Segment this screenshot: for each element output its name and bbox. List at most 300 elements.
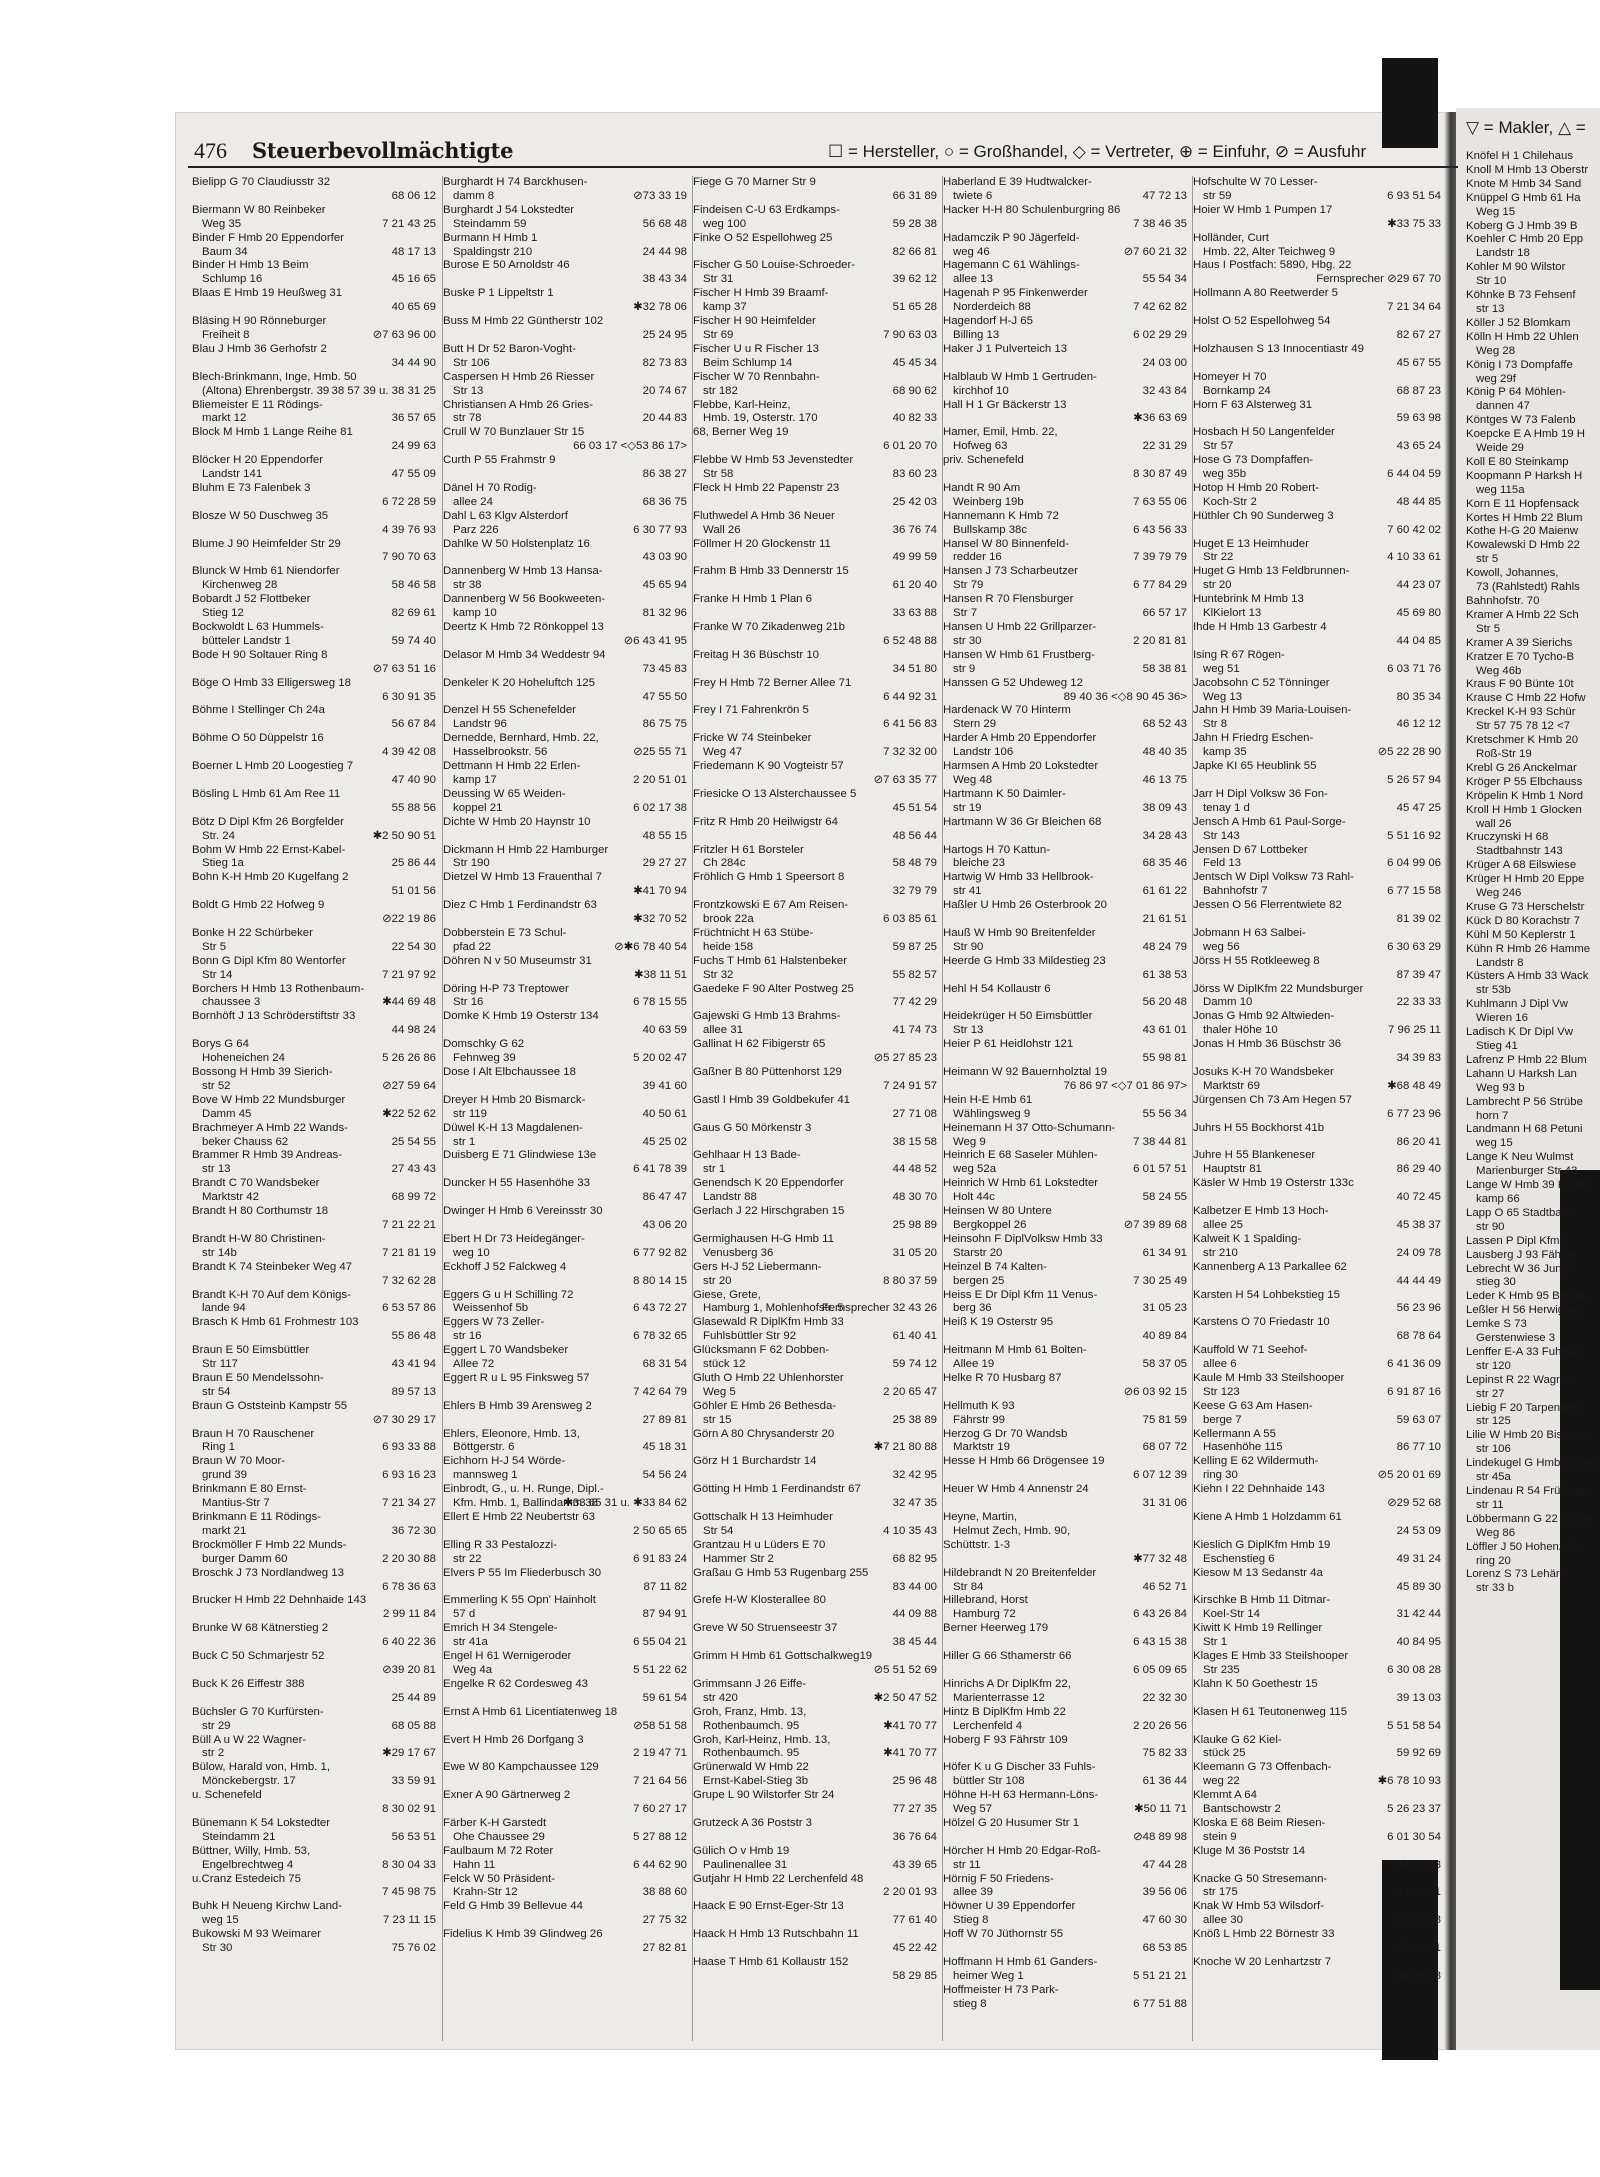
address-continuation: Hofweg 63 — [953, 440, 1008, 453]
directory-entry — [1466, 595, 1596, 609]
directory-entry — [1466, 220, 1596, 234]
entry-line — [443, 802, 691, 816]
directory-entry — [1466, 651, 1596, 679]
directory-entry — [1193, 1289, 1445, 1317]
entry-line — [943, 913, 1191, 927]
phone-number: 38 57 39 u. 38 31 25 — [331, 384, 436, 397]
directory-entry — [1193, 677, 1445, 705]
directory-entry — [693, 1678, 941, 1706]
address-continuation: Hmb. 22, Alter Teichweg 9 — [1203, 245, 1336, 258]
entry-name: Färber K-H Garstedt — [443, 1816, 547, 1829]
entry-name: Jahn H Hmb 39 Maria-Louisen- — [1193, 704, 1352, 717]
phone-number: 33 63 88 — [892, 607, 937, 620]
address-continuation: stein 9 — [1203, 1830, 1237, 1843]
entry-name: Flebbe, Karl-Heinz, — [693, 398, 791, 411]
entry-line — [443, 913, 691, 927]
entry-line — [1193, 691, 1445, 705]
entry-line — [943, 746, 1191, 760]
address-continuation: Landstr 96 — [453, 718, 507, 731]
entry-name: Brandt K 74 Steinbeker Weg 47 — [192, 1260, 352, 1273]
entry-line — [1466, 1137, 1596, 1151]
address-continuation: Weg 35 — [202, 217, 242, 230]
phone-number: 7 21 97 92 — [382, 968, 436, 981]
address-continuation: weg 51 — [1203, 662, 1240, 675]
phone-number: 80 35 34 — [1396, 690, 1441, 703]
page-number: 476 — [194, 138, 227, 163]
directory-entry — [192, 287, 440, 315]
entry-line — [693, 1914, 941, 1928]
entry-line — [943, 190, 1191, 204]
address-continuation: Stieg 12 — [202, 607, 244, 620]
directory-entry — [693, 1928, 941, 1956]
entry-name: Broschk J 73 Nordlandweg 13 — [192, 1566, 344, 1579]
address-continuation: Ring 1 — [202, 1441, 235, 1454]
entry-line — [1193, 1553, 1445, 1567]
directory-entry — [192, 176, 440, 204]
entry-name: Dobberstein E 73 Schul- — [443, 926, 567, 939]
address-continuation: 57 d — [453, 1608, 476, 1621]
address-continuation: Marktstr 19 — [953, 1441, 1010, 1454]
column-2 — [442, 176, 691, 2041]
entry-name: Kreckel K-H 93 Schür — [1466, 706, 1576, 719]
entry-line — [1193, 1747, 1445, 1761]
entry-name: Knoll M Hmb 13 Oberstr — [1466, 163, 1589, 176]
entry-name: Binder F Hmb 20 Eppendorfer — [192, 231, 344, 244]
phone-number: 40 63 59 — [642, 1024, 687, 1037]
entry-line — [192, 746, 440, 760]
entry-name: Görn A 80 Chrysanderstr 20 — [693, 1427, 835, 1440]
phone-number: 31 05 20 — [892, 1246, 937, 1259]
phone-number: 47 55 09 — [391, 468, 436, 481]
entry-name: Exner A 90 Gärtnerweg 2 — [443, 1789, 571, 1802]
entry-name: Föllmer H 20 Glockenstr 11 — [693, 537, 831, 550]
phone-number: 68 35 46 — [1142, 857, 1187, 870]
entry-name: Hacker H-H 80 Schulenburgring 86 — [943, 203, 1121, 216]
directory-entry — [1193, 899, 1445, 927]
phone-number: 6 91 87 16 — [1387, 1385, 1441, 1398]
entry-line — [693, 691, 941, 705]
entry-line — [943, 830, 1191, 844]
entry-line — [192, 1803, 440, 1817]
address-continuation: Hmb. 19, Osterstr. 170 — [703, 412, 818, 425]
entry-name: Koepcke E A Hmb 19 H — [1466, 428, 1586, 441]
directory-entry — [1466, 470, 1596, 498]
phone-number: 27 75 32 — [642, 1914, 687, 1927]
address-continuation: str 2 — [202, 1747, 225, 1760]
phone-number: 45 69 80 — [1396, 607, 1441, 620]
directory-entry — [943, 1567, 1191, 1595]
entry-name: Burose E 50 Arnoldstr 46 — [443, 259, 570, 272]
directory-entry — [693, 1094, 941, 1122]
entry-name: Glücksmann F 62 Dobben- — [693, 1344, 830, 1357]
directory-entry — [1466, 873, 1596, 901]
phone-number: ⊘73 33 19 — [633, 189, 687, 202]
phone-number: 59 74 40 — [391, 634, 436, 647]
address-continuation: Weg 93 b — [1476, 1081, 1525, 1094]
address-continuation: str 30 — [953, 634, 982, 647]
phone-number: 58 29 85 — [892, 1969, 937, 1982]
entry-line — [192, 496, 440, 510]
entry-line — [1193, 1358, 1445, 1372]
entry-line — [192, 190, 440, 204]
phone-number: 81 32 96 — [642, 607, 687, 620]
entry-name: Knak W Hmb 53 Wilsdorf- — [1193, 1900, 1325, 1913]
entry-name: Korn E 11 Hopfensack — [1466, 497, 1580, 510]
address-continuation: str 182 — [703, 384, 738, 397]
directory-entry — [1466, 1457, 1596, 1485]
entry-name: Keese G 63 Am Hasen- — [1193, 1399, 1313, 1412]
address-continuation: str 13 — [1476, 302, 1505, 315]
directory-entry — [693, 1622, 941, 1650]
entry-line — [693, 1024, 941, 1038]
phone-number: 36 76 64 — [892, 1830, 937, 1843]
phone-number: 45 38 37 — [1396, 1218, 1441, 1231]
directory-entry — [1466, 1541, 1596, 1569]
phone-number: 32 43 84 — [1142, 384, 1187, 397]
directory-entry — [192, 1594, 440, 1622]
directory-entry — [1466, 386, 1596, 414]
phone-number: 82 69 61 — [391, 607, 436, 620]
phone-number: 6 43 72 27 — [633, 1302, 687, 1315]
phone-number: 6 77 23 96 — [1387, 1107, 1441, 1120]
phone-number: 86 20 41 — [1396, 1135, 1441, 1148]
address-continuation: Str 1 — [1203, 1636, 1228, 1649]
directory-entry — [943, 871, 1191, 899]
directory-entry — [1193, 1400, 1445, 1428]
directory-entry — [443, 538, 691, 566]
entry-line — [943, 969, 1191, 983]
directory-entry — [693, 204, 941, 232]
entry-name: Ihde H Hmb 13 Garbestr 4 — [1193, 621, 1327, 633]
phone-number: 6 43 15 38 — [1133, 1636, 1187, 1649]
entry-line — [943, 1275, 1191, 1289]
phone-number: 38 45 44 — [892, 1636, 937, 1649]
address-continuation: allee 31 — [703, 1024, 743, 1037]
directory-entry — [443, 399, 691, 427]
phone-number: ⊘58 51 58 — [633, 1719, 687, 1732]
entry-line — [693, 774, 941, 788]
entry-name: Bonn G Dipl Kfm 80 Wentorfer — [192, 954, 346, 967]
directory-entry — [693, 1289, 941, 1317]
entry-line — [192, 1163, 440, 1177]
entry-name: Bielipp G 70 Claudiusstr 32 — [192, 176, 331, 188]
directory-entry — [192, 315, 440, 343]
directory-entry — [693, 1066, 941, 1094]
phone-number: 41 74 73 — [892, 1024, 937, 1037]
entry-line — [192, 691, 440, 705]
entry-line — [693, 412, 941, 426]
entry-line — [443, 1859, 691, 1873]
address-continuation: Str 190 — [453, 857, 490, 870]
entry-line — [943, 1886, 1191, 1900]
entry-line — [1193, 1497, 1445, 1511]
entry-name: Knacke G 50 Stresemann- — [1193, 1872, 1328, 1885]
directory-entry — [943, 315, 1191, 343]
entry-name: Hölzel G 20 Husumer Str 1 — [943, 1816, 1080, 1829]
phone-number: 39 62 12 — [892, 273, 937, 286]
entry-line — [443, 1581, 691, 1595]
entry-name: Köller J 52 Blomkam — [1466, 316, 1571, 329]
entry-name: Braun W 70 Moor- — [192, 1455, 286, 1468]
directory-entry — [443, 1761, 691, 1789]
entry-line — [693, 468, 941, 482]
entry-line — [693, 1302, 941, 1316]
entry-line — [443, 857, 691, 871]
directory-entry — [192, 1094, 440, 1122]
phone-number: 8 30 02 91 — [382, 1803, 436, 1816]
entry-line — [192, 1497, 440, 1511]
phone-number: 75 82 33 — [1142, 1747, 1187, 1760]
directory-entry — [693, 1316, 941, 1344]
directory-entry — [443, 1817, 691, 1845]
entry-name: Kühl M 50 Keplerstr 1 — [1466, 928, 1576, 941]
entry-name: Hoffmann H Hmb 61 Ganders- — [943, 1956, 1098, 1968]
phone-number: 5 26 23 37 — [1387, 1803, 1441, 1816]
entry-name: Haack H Hmb 13 Rutschbahn 11 — [693, 1928, 859, 1941]
entry-line — [1193, 1191, 1445, 1205]
address-continuation: str 125 — [1476, 1415, 1511, 1428]
directory-entry — [693, 343, 941, 371]
directory-entry — [943, 1706, 1191, 1734]
entry-line — [943, 1052, 1191, 1066]
entry-line — [1193, 774, 1445, 788]
phone-number: 7 96 25 11 — [1388, 1024, 1441, 1037]
phone-number: 45 22 42 — [892, 1942, 937, 1955]
phone-number: 44 09 88 — [892, 1608, 937, 1621]
entry-name: Haus I Postfach: 5890, Hbg. 22 — [1193, 259, 1352, 272]
directory-entry — [693, 816, 941, 844]
entry-name: Gülich O v Hmb 19 — [693, 1844, 790, 1857]
directory-entry — [443, 1205, 691, 1233]
entry-line — [192, 440, 440, 454]
phone-number: ✱7 21 80 88 — [873, 1441, 937, 1454]
phone-number: 58 48 79 — [892, 857, 937, 870]
entry-name: Hanssen G 52 Uhdeweg 12 — [943, 676, 1083, 689]
entry-line — [443, 969, 691, 983]
phone-number: 45 65 94 — [642, 579, 687, 592]
entry-name: Herzog G Dr 70 Wandsb — [943, 1427, 1068, 1440]
directory-entry — [192, 1372, 440, 1400]
address-continuation: Ernst-Kabel-Stieg 3b — [703, 1775, 809, 1788]
entry-line — [192, 1636, 440, 1650]
directory-entry — [1466, 734, 1596, 762]
entry-line — [943, 1441, 1191, 1455]
phone-number: 51 01 56 — [391, 885, 436, 898]
directory-entry — [1193, 1956, 1445, 1984]
address-continuation: Str 143 — [1203, 829, 1240, 842]
entry-line — [1193, 1942, 1445, 1956]
entry-line — [1466, 303, 1596, 317]
entry-name: Kirschke B Hmb 11 Ditmar- — [1193, 1594, 1331, 1607]
entry-line — [693, 1136, 941, 1150]
directory-entry — [192, 1734, 440, 1762]
address-continuation: brook 22a — [703, 913, 754, 926]
directory-entry — [443, 232, 691, 260]
directory-entry — [1466, 998, 1596, 1026]
entry-name: Böge O Hmb 33 Elligersweg 18 — [192, 676, 351, 689]
address-continuation: Stieg 8 — [953, 1914, 989, 1927]
entry-line — [693, 1859, 941, 1873]
directory-entry — [443, 1094, 691, 1122]
address-continuation: Fehnweg 39 — [453, 1052, 516, 1065]
entry-name: Heitmann M Hmb 61 Bolten- — [943, 1344, 1087, 1357]
entry-line — [1193, 1386, 1445, 1400]
entry-line — [943, 607, 1191, 621]
entry-name: Hartogs H 70 Kattun- — [943, 843, 1050, 856]
phone-number: ⊘7 60 21 32 — [1123, 245, 1187, 258]
entry-name: Karsten H 54 Lohbekstieg 15 — [1193, 1288, 1340, 1301]
address-continuation: damm 8 — [453, 189, 495, 202]
phone-number: 6 91 83 24 — [633, 1552, 687, 1565]
directory-entry — [1193, 816, 1445, 844]
entry-line — [443, 1886, 691, 1900]
entry-line — [1193, 1052, 1445, 1066]
phone-number: 7 90 70 63 — [382, 551, 436, 564]
entry-name: u.Cranz Estedeich 75 — [192, 1872, 301, 1885]
entry-name: Eggers W 73 Zeller- — [443, 1316, 545, 1329]
entry-name: Hartmann W 36 Gr Bleichen 68 — [943, 815, 1102, 828]
phone-number: 34 28 43 — [1142, 829, 1187, 842]
entry-line — [943, 1163, 1191, 1177]
phone-number: 24 53 09 — [1396, 1524, 1441, 1537]
entry-line — [192, 941, 440, 955]
entry-line — [1466, 623, 1596, 637]
entry-line — [443, 357, 691, 371]
directory-entry — [1466, 1429, 1596, 1457]
entry-name: Hardenack W 70 Hinterm — [943, 704, 1071, 717]
phone-number: 45 25 02 — [642, 1135, 687, 1148]
entry-name: Dannenberg W Hmb 13 Hansa- — [443, 565, 603, 578]
phone-number: 7 30 25 49 — [1133, 1274, 1187, 1287]
phone-number: 68 82 95 — [892, 1552, 937, 1565]
phone-number: 86 75 75 — [642, 718, 687, 731]
directory-entry — [443, 621, 691, 649]
directory-entry — [192, 1873, 440, 1901]
directory-entry — [943, 232, 1191, 260]
entry-line — [192, 329, 440, 343]
directory-entry — [943, 1789, 1191, 1817]
phone-number: 4 10 33 61 — [1387, 551, 1441, 564]
entry-line — [192, 551, 440, 565]
entry-name: Friedemann K 90 Vogteistr 57 — [693, 760, 844, 773]
phone-number: 86 47 47 — [642, 1191, 687, 1204]
entry-name: Landmann H 68 Petuni — [1466, 1123, 1583, 1136]
directory-entry — [693, 927, 941, 955]
entry-name: Bünemann K 54 Lokstedter — [192, 1816, 331, 1829]
phone-number: 7 63 55 06 — [1133, 495, 1187, 508]
phone-number: 45 16 65 — [391, 273, 436, 286]
entry-name: Hansel W 80 Binnenfeld- — [943, 537, 1069, 550]
address-continuation: str 14b — [202, 1246, 237, 1259]
entry-line — [943, 1302, 1191, 1316]
entry-name: Lapp O 65 Stadtbahn- — [1466, 1206, 1579, 1219]
entry-name: Döhren N v 50 Museumstr 31 — [443, 954, 592, 967]
directory-entry — [1193, 1455, 1445, 1483]
address-continuation: Billing 13 — [953, 328, 1000, 341]
directory-entry — [443, 1455, 691, 1483]
entry-line — [943, 663, 1191, 677]
address-continuation: allee 25 — [1203, 1218, 1243, 1231]
address-continuation: Str 32 — [703, 968, 734, 981]
phone-number: 7 32 62 28 — [382, 1274, 436, 1287]
address-continuation: Böttgerstr. 6 — [453, 1441, 515, 1454]
directory-entry — [693, 1205, 941, 1233]
directory-entry — [192, 955, 440, 983]
entry-line — [1193, 524, 1445, 538]
directory-entry — [1466, 525, 1596, 539]
entry-name: Krebl G 26 Anckelmar — [1466, 761, 1577, 774]
phone-number: ⊘6 43 41 95 — [623, 634, 687, 647]
phone-number: 49 31 24 — [1396, 1552, 1441, 1565]
entry-name: Kück D 80 Korachstr 7 — [1466, 914, 1580, 927]
directory-entry — [443, 565, 691, 593]
address-continuation: Bergkoppel 26 — [953, 1218, 1027, 1231]
directory-entry — [693, 454, 941, 482]
directory-entry — [192, 677, 440, 705]
phone-number: 87 11 82 — [643, 1580, 687, 1593]
directory-entry — [693, 565, 941, 593]
address-continuation: Str 5 — [1476, 622, 1501, 635]
address-continuation: Stadtbahnstr 143 — [1476, 845, 1563, 858]
directory-entry — [693, 1344, 941, 1372]
phone-number: 40 72 45 — [1396, 1191, 1441, 1204]
directory-entry — [693, 1845, 941, 1873]
address-continuation: Hamburg 1, Mohlenhofstr. 5 — [703, 1302, 844, 1315]
directory-entry — [1193, 1344, 1445, 1372]
phone-number: 68 06 12 — [391, 189, 436, 202]
phone-number: 6 44 04 59 — [1387, 468, 1441, 481]
entry-line — [943, 1942, 1191, 1956]
phone-number: 86 38 27 — [642, 468, 687, 481]
directory-entry — [1193, 844, 1445, 872]
entry-line — [943, 1553, 1191, 1567]
entry-name: Köhnke B 73 Fehsenf — [1466, 289, 1576, 302]
entry-name: Hiller G 66 Sthamerstr 66 — [943, 1650, 1072, 1663]
entry-name: Brasch K Hmb 61 Frohmestr 103 — [192, 1316, 359, 1329]
directory-entry — [943, 343, 1191, 371]
directory-entry — [693, 315, 941, 343]
phone-number: 22 33 33 — [1396, 996, 1441, 1009]
entry-name: Holländer, Curt — [1193, 231, 1269, 244]
phone-number: 59 28 38 — [892, 217, 937, 230]
directory-entry — [1193, 454, 1445, 482]
entry-line — [943, 1330, 1191, 1344]
address-continuation: Str. 24 — [202, 829, 235, 842]
directory-entry — [943, 1761, 1191, 1789]
directory-entry — [1193, 1928, 1445, 1956]
entry-line — [1466, 1193, 1596, 1207]
entry-name: Eckhoff J 52 Falckweg 4 — [443, 1260, 567, 1273]
phone-number: ⊘5 27 85 23 — [873, 1052, 937, 1065]
entry-line — [192, 718, 440, 732]
entry-line — [943, 496, 1191, 510]
phone-number: 87 39 47 — [1396, 968, 1441, 981]
address-continuation: Str 90 — [953, 940, 984, 953]
entry-line — [943, 996, 1191, 1010]
entry-name: Bötz D Dipl Kfm 26 Borgfelder — [192, 815, 344, 828]
directory-entry — [443, 426, 691, 454]
address-continuation: Rothenbaumch. 95 — [703, 1719, 800, 1732]
directory-entry — [443, 927, 691, 955]
phone-number: 6 30 77 93 — [633, 523, 687, 536]
directory-entry — [443, 788, 691, 816]
entry-line — [693, 1553, 941, 1567]
phone-number: 83 60 23 — [892, 468, 937, 481]
directory-entry — [443, 1372, 691, 1400]
entry-line — [443, 1525, 691, 1539]
entry-line — [192, 1886, 440, 1900]
entry-name: Kiwitt K Hmb 19 Rellinger — [1193, 1622, 1323, 1635]
